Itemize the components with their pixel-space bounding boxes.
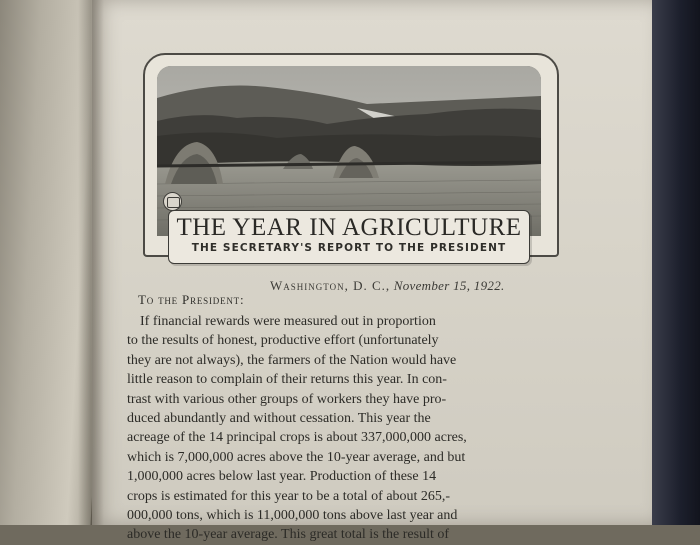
body-line: to the results of honest, productive effort (unfortunately [127,333,439,349]
body-line: they are not always), the farmers of the Nation would have [127,352,457,368]
body-line: 1,000,000 acres below last year. Production of these 14 [127,469,437,485]
dateline-date: November 15, 1922. [393,278,505,293]
book-gutter [78,0,104,525]
dateline [270,278,570,294]
book-cover [652,0,700,525]
body-line: which is 7,000,000 acres above the 10-year average, and but [127,449,466,465]
body-line: above the 10-year average. This great total is the result of [127,527,450,543]
dateline-place: Washington, D. C., [270,278,391,293]
letter-body [127,312,582,545]
title-plate [168,210,530,264]
body-line: 000,000 tons, which is 11,000,000 tons above last year and [127,508,458,524]
department-seal-icon [163,192,182,211]
body-line: If financial rewards were measured out in proportion [140,314,436,329]
body-line: duced abundantly and without cessation. This year the [127,411,431,427]
body-line: crops is estimated for this year to be a total of about 265,- [127,488,451,504]
body-line: trast with various other groups of workers they have pro- [127,391,447,407]
report-subtitle: THE SECRETARY'S REPORT TO THE PRESIDENT [191,242,507,254]
body-line: acreage of the 14 principal crops is about 337,000,000 acres, [127,430,467,446]
seal-emblem [167,197,180,208]
salutation: To the President: [138,292,245,307]
report-title: THE YEAR IN AGRICULTURE [176,214,522,241]
body-line: little reason to complain of their returns this year. In con- [127,372,447,388]
